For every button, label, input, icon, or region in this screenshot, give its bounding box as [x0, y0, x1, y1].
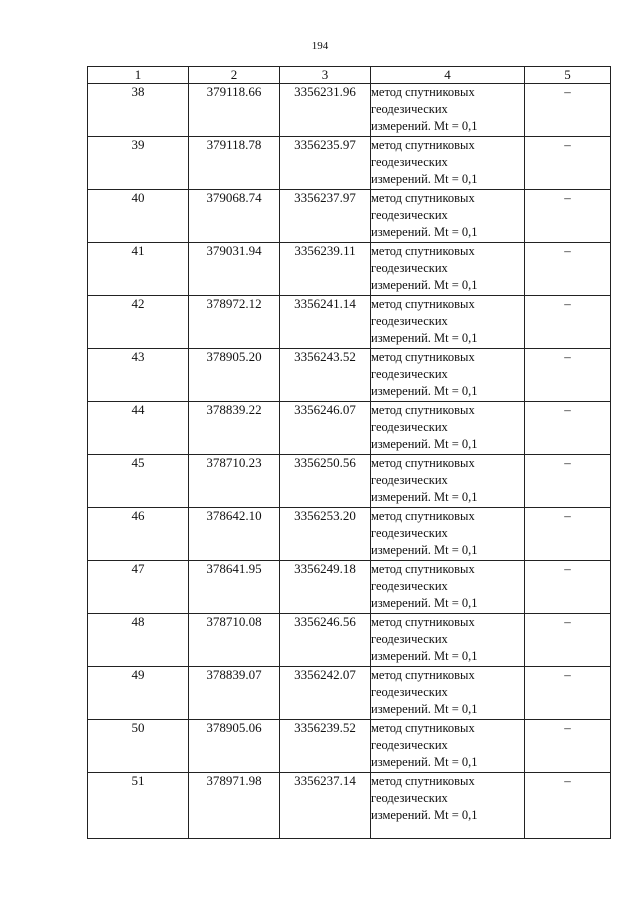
column-header-2: 2 — [189, 67, 280, 84]
method-cell — [371, 773, 525, 839]
method-line: геодезических — [371, 261, 448, 275]
note-cell: – — [525, 667, 611, 720]
method-cell — [371, 720, 525, 773]
method-line: измерений. Mt = 0,1 — [371, 437, 478, 451]
method-line: метод спутниковых — [371, 774, 475, 788]
table-row — [88, 720, 611, 773]
method-line: метод спутниковых — [371, 350, 475, 364]
x-coordinate-cell: 379068.74 — [189, 190, 280, 243]
x-coordinate-cell: 378710.23 — [189, 455, 280, 508]
note-cell: – — [525, 455, 611, 508]
method-line: измерений. Mt = 0,1 — [371, 119, 478, 133]
x-coordinate-cell: 378839.22 — [189, 402, 280, 455]
table-row — [88, 402, 611, 455]
method-line: измерений. Mt = 0,1 — [371, 490, 478, 504]
x-coordinate-cell: 379031.94 — [189, 243, 280, 296]
y-coordinate-cell: 3356246.07 — [280, 402, 371, 455]
column-header-5: 5 — [525, 67, 611, 84]
table-row — [88, 614, 611, 667]
method-line: измерений. Mt = 0,1 — [371, 278, 478, 292]
page-number: 194 — [311, 40, 329, 52]
x-coordinate-cell: 378642.10 — [189, 508, 280, 561]
y-coordinate-cell: 3356231.96 — [280, 84, 371, 137]
table-row — [88, 190, 611, 243]
method-cell — [371, 243, 525, 296]
y-coordinate-cell: 3356237.14 — [280, 773, 371, 839]
point-number-cell: 38 — [88, 84, 189, 137]
method-cell — [371, 402, 525, 455]
method-line: измерений. Mt = 0,1 — [371, 384, 478, 398]
method-line: метод спутниковых — [371, 615, 475, 629]
method-line: метод спутниковых — [371, 456, 475, 470]
point-number-cell: 47 — [88, 561, 189, 614]
x-coordinate-cell: 378839.07 — [189, 667, 280, 720]
method-line: геодезических — [371, 685, 448, 699]
note-cell: – — [525, 296, 611, 349]
note-cell: – — [525, 773, 611, 839]
note-cell: – — [525, 243, 611, 296]
method-line: измерений. Mt = 0,1 — [371, 596, 478, 610]
method-cell — [371, 137, 525, 190]
point-number-cell: 43 — [88, 349, 189, 402]
method-cell — [371, 614, 525, 667]
method-line: измерений. Mt = 0,1 — [371, 649, 478, 663]
y-coordinate-cell: 3356242.07 — [280, 667, 371, 720]
method-line: метод спутниковых — [371, 85, 475, 99]
table-body — [88, 84, 611, 839]
method-cell — [371, 508, 525, 561]
y-coordinate-cell: 3356241.14 — [280, 296, 371, 349]
column-header-3: 3 — [280, 67, 371, 84]
point-number-cell: 46 — [88, 508, 189, 561]
method-cell — [371, 667, 525, 720]
table-row — [88, 667, 611, 720]
note-cell: – — [525, 561, 611, 614]
method-line: геодезических — [371, 473, 448, 487]
note-cell: – — [525, 720, 611, 773]
table-row — [88, 137, 611, 190]
table-row — [88, 349, 611, 402]
y-coordinate-cell: 3356239.52 — [280, 720, 371, 773]
method-line: измерений. Mt = 0,1 — [371, 543, 478, 557]
method-line: геодезических — [371, 208, 448, 222]
method-line: геодезических — [371, 791, 448, 805]
point-number-cell: 42 — [88, 296, 189, 349]
point-number-cell: 50 — [88, 720, 189, 773]
method-line: метод спутниковых — [371, 668, 475, 682]
method-line: метод спутниковых — [371, 138, 475, 152]
point-number-cell: 40 — [88, 190, 189, 243]
y-coordinate-cell: 3356253.20 — [280, 508, 371, 561]
table-row — [88, 84, 611, 137]
method-line: геодезических — [371, 314, 448, 328]
method-line: измерений. Mt = 0,1 — [371, 331, 478, 345]
x-coordinate-cell: 379118.78 — [189, 137, 280, 190]
y-coordinate-cell: 3356246.56 — [280, 614, 371, 667]
method-cell — [371, 296, 525, 349]
method-cell — [371, 84, 525, 137]
table-row — [88, 243, 611, 296]
y-coordinate-cell: 3356239.11 — [280, 243, 371, 296]
x-coordinate-cell: 378971.98 — [189, 773, 280, 839]
table-row — [88, 561, 611, 614]
table-row — [88, 296, 611, 349]
method-line: геодезических — [371, 420, 448, 434]
method-line: измерений. Mt = 0,1 — [371, 702, 478, 716]
method-line: метод спутниковых — [371, 721, 475, 735]
column-header-1: 1 — [88, 67, 189, 84]
x-coordinate-cell: 378972.12 — [189, 296, 280, 349]
table-row — [88, 455, 611, 508]
method-cell — [371, 190, 525, 243]
method-line: геодезических — [371, 102, 448, 116]
method-line: метод спутниковых — [371, 509, 475, 523]
method-line: измерений. Mt = 0,1 — [371, 808, 478, 822]
point-number-cell: 39 — [88, 137, 189, 190]
method-line: измерений. Mt = 0,1 — [371, 755, 478, 769]
method-line: геодезических — [371, 367, 448, 381]
y-coordinate-cell: 3356243.52 — [280, 349, 371, 402]
note-cell: – — [525, 614, 611, 667]
method-line: измерений. Mt = 0,1 — [371, 172, 478, 186]
point-number-cell: 48 — [88, 614, 189, 667]
note-cell: – — [525, 349, 611, 402]
method-line: метод спутниковых — [371, 191, 475, 205]
note-cell: – — [525, 137, 611, 190]
method-cell — [371, 455, 525, 508]
header-row — [88, 67, 611, 84]
point-number-cell: 45 — [88, 455, 189, 508]
method-line: геодезических — [371, 526, 448, 540]
point-number-cell: 41 — [88, 243, 189, 296]
x-coordinate-cell: 378905.06 — [189, 720, 280, 773]
method-cell — [371, 349, 525, 402]
method-line: метод спутниковых — [371, 244, 475, 258]
point-number-cell: 44 — [88, 402, 189, 455]
coordinates-table — [87, 66, 611, 839]
x-coordinate-cell: 378710.08 — [189, 614, 280, 667]
column-header-4: 4 — [371, 67, 525, 84]
method-line: геодезических — [371, 632, 448, 646]
y-coordinate-cell: 3356235.97 — [280, 137, 371, 190]
note-cell: – — [525, 84, 611, 137]
method-line: геодезических — [371, 155, 448, 169]
table-row — [88, 508, 611, 561]
method-cell — [371, 561, 525, 614]
point-number-cell: 51 — [88, 773, 189, 839]
y-coordinate-cell: 3356237.97 — [280, 190, 371, 243]
point-number-cell: 49 — [88, 667, 189, 720]
note-cell: – — [525, 402, 611, 455]
y-coordinate-cell: 3356250.56 — [280, 455, 371, 508]
method-line: метод спутниковых — [371, 403, 475, 417]
method-line: метод спутниковых — [371, 562, 475, 576]
table-row — [88, 773, 611, 839]
method-line: измерений. Mt = 0,1 — [371, 225, 478, 239]
note-cell: – — [525, 190, 611, 243]
method-line: геодезических — [371, 738, 448, 752]
x-coordinate-cell: 379118.66 — [189, 84, 280, 137]
y-coordinate-cell: 3356249.18 — [280, 561, 371, 614]
x-coordinate-cell: 378641.95 — [189, 561, 280, 614]
note-cell: – — [525, 508, 611, 561]
method-line: геодезических — [371, 579, 448, 593]
method-line: метод спутниковых — [371, 297, 475, 311]
x-coordinate-cell: 378905.20 — [189, 349, 280, 402]
